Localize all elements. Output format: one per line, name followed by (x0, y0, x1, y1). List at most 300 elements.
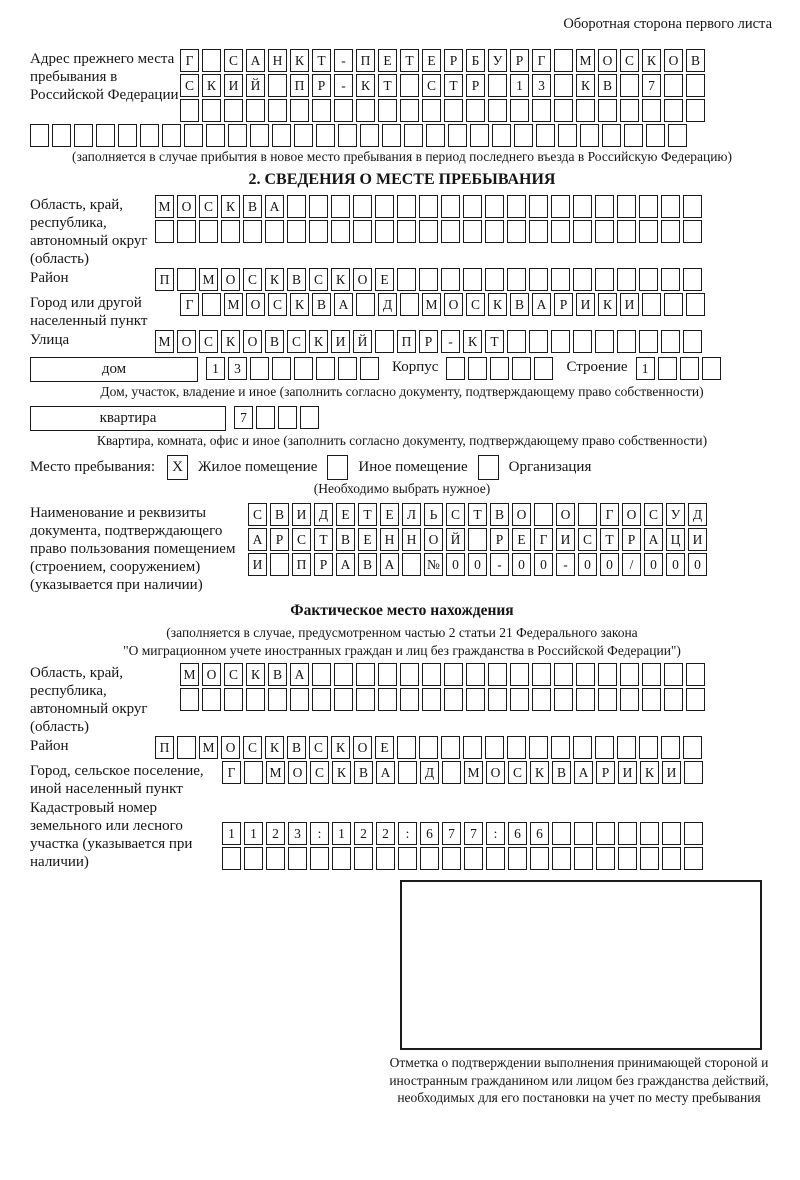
char-cell[interactable] (664, 99, 683, 122)
char-cell[interactable]: № (424, 553, 443, 576)
char-cell[interactable]: Н (402, 528, 421, 551)
char-cell[interactable] (640, 822, 659, 845)
prev-address-cells-row-2[interactable] (180, 74, 708, 97)
char-cell[interactable]: И (556, 528, 575, 551)
char-cell[interactable]: 0 (600, 553, 619, 576)
char-cell[interactable] (510, 688, 529, 711)
char-cell[interactable]: Р (490, 528, 509, 551)
char-cell[interactable] (488, 663, 507, 686)
char-cell[interactable] (661, 330, 680, 353)
char-cell[interactable] (356, 99, 375, 122)
char-cell[interactable]: С (578, 528, 597, 551)
char-cell[interactable] (466, 663, 485, 686)
char-cell[interactable] (360, 357, 379, 380)
char-cell[interactable] (426, 124, 445, 147)
char-cell[interactable]: Р (466, 74, 485, 97)
char-cell[interactable]: Т (312, 49, 331, 72)
char-cell[interactable] (444, 688, 463, 711)
char-cell[interactable] (265, 220, 284, 243)
char-cell[interactable] (256, 406, 275, 429)
char-cell[interactable] (486, 847, 505, 870)
char-cell[interactable]: И (248, 553, 267, 576)
char-cell[interactable] (244, 761, 263, 784)
char-cell[interactable]: В (265, 330, 284, 353)
char-cell[interactable] (266, 847, 285, 870)
char-cell[interactable] (448, 124, 467, 147)
char-cell[interactable] (463, 195, 482, 218)
char-cell[interactable] (507, 736, 526, 759)
char-cell[interactable]: Т (444, 74, 463, 97)
char-cell[interactable] (595, 220, 614, 243)
char-cell[interactable] (246, 688, 265, 711)
char-cell[interactable]: О (221, 736, 240, 759)
char-cell[interactable] (375, 195, 394, 218)
char-cell[interactable] (400, 688, 419, 711)
char-cell[interactable] (338, 357, 357, 380)
char-cell[interactable]: Е (375, 736, 394, 759)
char-cell[interactable]: / (622, 553, 641, 576)
char-cell[interactable]: В (243, 195, 262, 218)
char-cell[interactable] (573, 195, 592, 218)
char-cell[interactable] (294, 124, 313, 147)
char-cell[interactable]: 7 (442, 822, 461, 845)
char-cell[interactable] (376, 847, 395, 870)
char-cell[interactable] (573, 220, 592, 243)
char-cell[interactable]: А (532, 293, 551, 316)
char-cell[interactable] (446, 357, 465, 380)
char-cell[interactable] (639, 268, 658, 291)
char-cell[interactable] (140, 124, 159, 147)
char-cell[interactable] (331, 195, 350, 218)
char-cell[interactable]: К (246, 663, 265, 686)
char-cell[interactable]: А (644, 528, 663, 551)
char-cell[interactable] (353, 195, 372, 218)
char-cell[interactable] (466, 688, 485, 711)
char-cell[interactable] (466, 99, 485, 122)
char-cell[interactable]: К (221, 330, 240, 353)
char-cell[interactable] (595, 736, 614, 759)
char-cell[interactable] (617, 736, 636, 759)
char-cell[interactable]: К (290, 293, 309, 316)
char-cell[interactable]: В (312, 293, 331, 316)
char-cell[interactable] (422, 99, 441, 122)
char-cell[interactable] (595, 195, 614, 218)
char-cell[interactable]: Т (468, 503, 487, 526)
char-cell[interactable]: М (155, 330, 174, 353)
char-cell[interactable]: 0 (644, 553, 663, 576)
char-cell[interactable] (287, 220, 306, 243)
char-cell[interactable]: 6 (420, 822, 439, 845)
char-cell[interactable]: К (488, 293, 507, 316)
char-cell[interactable]: 6 (530, 822, 549, 845)
char-cell[interactable] (536, 124, 555, 147)
char-cell[interactable]: Й (446, 528, 465, 551)
char-cell[interactable] (334, 663, 353, 686)
char-cell[interactable]: П (155, 268, 174, 291)
char-cell[interactable] (554, 663, 573, 686)
char-cell[interactable] (338, 124, 357, 147)
char-cell[interactable]: А (334, 293, 353, 316)
char-cell[interactable] (378, 688, 397, 711)
char-cell[interactable] (419, 736, 438, 759)
char-cell[interactable] (551, 220, 570, 243)
char-cell[interactable]: - (556, 553, 575, 576)
char-cell[interactable] (510, 663, 529, 686)
char-cell[interactable]: О (243, 330, 262, 353)
apartment-cells[interactable] (234, 406, 322, 429)
char-cell[interactable]: П (397, 330, 416, 353)
char-cell[interactable] (398, 761, 417, 784)
char-cell[interactable] (485, 268, 504, 291)
char-cell[interactable]: Т (358, 503, 377, 526)
char-cell[interactable]: Д (378, 293, 397, 316)
char-cell[interactable]: А (380, 553, 399, 576)
char-cell[interactable] (463, 268, 482, 291)
char-cell[interactable] (617, 330, 636, 353)
char-cell[interactable] (686, 663, 705, 686)
char-cell[interactable] (400, 99, 419, 122)
char-cell[interactable]: Д (420, 761, 439, 784)
char-cell[interactable] (278, 406, 297, 429)
char-cell[interactable]: Ц (666, 528, 685, 551)
char-cell[interactable] (664, 688, 683, 711)
char-cell[interactable]: К (463, 330, 482, 353)
char-cell[interactable] (441, 736, 460, 759)
char-cell[interactable]: П (292, 553, 311, 576)
char-cell[interactable]: Н (380, 528, 399, 551)
char-cell[interactable]: С (466, 293, 485, 316)
char-cell[interactable]: И (618, 761, 637, 784)
char-cell[interactable]: В (598, 74, 617, 97)
char-cell[interactable]: А (574, 761, 593, 784)
char-cell[interactable]: О (221, 268, 240, 291)
char-cell[interactable] (598, 99, 617, 122)
char-cell[interactable]: К (265, 268, 284, 291)
char-cell[interactable] (554, 99, 573, 122)
char-cell[interactable]: Б (466, 49, 485, 72)
char-cell[interactable]: О (598, 49, 617, 72)
char-cell[interactable]: О (486, 761, 505, 784)
char-cell[interactable] (268, 99, 287, 122)
cadastral-cells-row-2[interactable] (222, 847, 706, 870)
char-cell[interactable]: 3 (228, 357, 247, 380)
char-cell[interactable]: С (309, 736, 328, 759)
char-cell[interactable]: М (464, 761, 483, 784)
char-cell[interactable] (573, 268, 592, 291)
char-cell[interactable] (684, 822, 703, 845)
char-cell[interactable]: 0 (534, 553, 553, 576)
char-cell[interactable] (488, 688, 507, 711)
char-cell[interactable]: В (270, 503, 289, 526)
stay-type-checkbox-other-premises[interactable] (327, 455, 348, 480)
char-cell[interactable] (639, 195, 658, 218)
char-cell[interactable]: М (224, 293, 243, 316)
char-cell[interactable]: О (177, 330, 196, 353)
char-cell[interactable]: О (556, 503, 575, 526)
char-cell[interactable]: К (642, 49, 661, 72)
char-cell[interactable] (382, 124, 401, 147)
char-cell[interactable] (598, 663, 617, 686)
char-cell[interactable]: : (486, 822, 505, 845)
char-cell[interactable]: М (155, 195, 174, 218)
char-cell[interactable]: Т (400, 49, 419, 72)
char-cell[interactable] (402, 553, 421, 576)
char-cell[interactable] (419, 268, 438, 291)
char-cell[interactable]: Р (510, 49, 529, 72)
char-cell[interactable] (683, 195, 702, 218)
char-cell[interactable] (463, 736, 482, 759)
char-cell[interactable] (576, 99, 595, 122)
char-cell[interactable]: - (490, 553, 509, 576)
char-cell[interactable] (442, 761, 461, 784)
char-cell[interactable]: А (265, 195, 284, 218)
char-cell[interactable] (294, 357, 313, 380)
char-cell[interactable] (574, 847, 593, 870)
char-cell[interactable]: К (202, 74, 221, 97)
char-cell[interactable] (684, 847, 703, 870)
char-cell[interactable] (442, 847, 461, 870)
actual-region-cells-row-2[interactable] (180, 688, 708, 711)
char-cell[interactable]: К (265, 736, 284, 759)
char-cell[interactable] (316, 124, 335, 147)
char-cell[interactable] (664, 74, 683, 97)
char-cell[interactable] (485, 736, 504, 759)
char-cell[interactable]: С (248, 503, 267, 526)
char-cell[interactable] (162, 124, 181, 147)
char-cell[interactable] (683, 268, 702, 291)
char-cell[interactable] (490, 357, 509, 380)
char-cell[interactable]: С (180, 74, 199, 97)
char-cell[interactable] (596, 847, 615, 870)
char-cell[interactable] (639, 220, 658, 243)
char-cell[interactable]: 0 (468, 553, 487, 576)
char-cell[interactable] (184, 124, 203, 147)
char-cell[interactable] (683, 736, 702, 759)
char-cell[interactable] (529, 195, 548, 218)
char-cell[interactable] (512, 357, 531, 380)
char-cell[interactable] (595, 268, 614, 291)
char-cell[interactable] (668, 124, 687, 147)
char-cell[interactable]: В (354, 761, 373, 784)
char-cell[interactable]: М (576, 49, 595, 72)
char-cell[interactable] (202, 293, 221, 316)
char-cell[interactable]: М (180, 663, 199, 686)
char-cell[interactable] (551, 736, 570, 759)
char-cell[interactable]: О (177, 195, 196, 218)
char-cell[interactable] (642, 663, 661, 686)
char-cell[interactable] (554, 74, 573, 97)
char-cell[interactable]: 1 (222, 822, 241, 845)
char-cell[interactable]: Г (600, 503, 619, 526)
char-cell[interactable]: А (336, 553, 355, 576)
char-cell[interactable] (534, 503, 553, 526)
char-cell[interactable] (702, 357, 721, 380)
char-cell[interactable] (30, 124, 49, 147)
char-cell[interactable]: 6 (508, 822, 527, 845)
char-cell[interactable]: : (398, 822, 417, 845)
char-cell[interactable] (420, 847, 439, 870)
char-cell[interactable] (686, 293, 705, 316)
char-cell[interactable] (598, 688, 617, 711)
char-cell[interactable] (576, 663, 595, 686)
char-cell[interactable] (534, 357, 553, 380)
char-cell[interactable] (620, 688, 639, 711)
char-cell[interactable] (529, 736, 548, 759)
char-cell[interactable] (574, 822, 593, 845)
actual-region-cells-row-1[interactable] (180, 663, 708, 686)
char-cell[interactable] (224, 688, 243, 711)
char-cell[interactable]: А (376, 761, 395, 784)
char-cell[interactable] (662, 822, 681, 845)
char-cell[interactable]: С (644, 503, 663, 526)
char-cell[interactable] (300, 406, 319, 429)
char-cell[interactable] (485, 195, 504, 218)
char-cell[interactable] (332, 847, 351, 870)
char-cell[interactable]: С (309, 268, 328, 291)
actual-city-cells[interactable] (222, 761, 706, 784)
char-cell[interactable]: У (488, 49, 507, 72)
char-cell[interactable] (532, 99, 551, 122)
char-cell[interactable]: О (288, 761, 307, 784)
char-cell[interactable] (640, 847, 659, 870)
char-cell[interactable] (312, 663, 331, 686)
char-cell[interactable]: О (424, 528, 443, 551)
street-cells[interactable] (155, 330, 705, 353)
char-cell[interactable] (661, 268, 680, 291)
char-cell[interactable]: С (199, 330, 218, 353)
char-cell[interactable] (422, 688, 441, 711)
char-cell[interactable]: Д (314, 503, 333, 526)
char-cell[interactable] (334, 688, 353, 711)
char-cell[interactable] (639, 330, 658, 353)
korpus-cells[interactable] (446, 357, 556, 380)
char-cell[interactable] (419, 220, 438, 243)
char-cell[interactable] (419, 195, 438, 218)
char-cell[interactable]: С (224, 49, 243, 72)
char-cell[interactable] (334, 99, 353, 122)
char-cell[interactable] (74, 124, 93, 147)
char-cell[interactable]: 0 (578, 553, 597, 576)
char-cell[interactable]: Е (512, 528, 531, 551)
char-cell[interactable] (400, 74, 419, 97)
char-cell[interactable]: А (290, 663, 309, 686)
char-cell[interactable] (356, 688, 375, 711)
char-cell[interactable] (658, 357, 677, 380)
char-cell[interactable]: К (290, 49, 309, 72)
char-cell[interactable] (177, 736, 196, 759)
char-cell[interactable]: С (199, 195, 218, 218)
district-cells[interactable] (155, 268, 705, 291)
char-cell[interactable] (684, 761, 703, 784)
char-cell[interactable] (617, 220, 636, 243)
char-cell[interactable] (397, 195, 416, 218)
char-cell[interactable]: Г (532, 49, 551, 72)
char-cell[interactable] (686, 688, 705, 711)
char-cell[interactable] (312, 688, 331, 711)
char-cell[interactable]: К (331, 736, 350, 759)
char-cell[interactable] (202, 49, 221, 72)
char-cell[interactable] (468, 528, 487, 551)
char-cell[interactable]: О (353, 736, 372, 759)
char-cell[interactable] (202, 99, 221, 122)
stay-type-checkbox-organization[interactable] (478, 455, 499, 480)
char-cell[interactable] (661, 220, 680, 243)
char-cell[interactable]: 0 (446, 553, 465, 576)
char-cell[interactable] (316, 357, 335, 380)
char-cell[interactable] (464, 847, 483, 870)
char-cell[interactable]: Р (622, 528, 641, 551)
char-cell[interactable]: А (246, 49, 265, 72)
char-cell[interactable]: К (640, 761, 659, 784)
char-cell[interactable] (661, 736, 680, 759)
char-cell[interactable] (510, 99, 529, 122)
char-cell[interactable]: Р (554, 293, 573, 316)
stroenie-cells[interactable] (636, 357, 724, 380)
char-cell[interactable]: Е (336, 503, 355, 526)
char-cell[interactable] (661, 195, 680, 218)
char-cell[interactable] (573, 736, 592, 759)
char-cell[interactable] (602, 124, 621, 147)
char-cell[interactable]: Г (222, 761, 241, 784)
char-cell[interactable] (397, 220, 416, 243)
char-cell[interactable]: Ь (424, 503, 443, 526)
char-cell[interactable]: П (290, 74, 309, 97)
char-cell[interactable] (287, 195, 306, 218)
char-cell[interactable]: И (224, 74, 243, 97)
char-cell[interactable]: П (356, 49, 375, 72)
char-cell[interactable] (664, 663, 683, 686)
char-cell[interactable] (507, 220, 526, 243)
char-cell[interactable]: И (292, 503, 311, 526)
char-cell[interactable]: В (336, 528, 355, 551)
char-cell[interactable]: О (664, 49, 683, 72)
char-cell[interactable] (310, 847, 329, 870)
char-cell[interactable]: 7 (464, 822, 483, 845)
char-cell[interactable] (199, 220, 218, 243)
char-cell[interactable] (558, 124, 577, 147)
char-cell[interactable]: Р (444, 49, 463, 72)
char-cell[interactable] (686, 74, 705, 97)
char-cell[interactable]: 2 (354, 822, 373, 845)
char-cell[interactable] (468, 357, 487, 380)
prev-address-cells-row-3[interactable] (180, 99, 708, 122)
char-cell[interactable]: Р (596, 761, 615, 784)
char-cell[interactable] (378, 99, 397, 122)
house-cells[interactable] (206, 357, 382, 380)
char-cell[interactable]: 1 (636, 357, 655, 380)
actual-district-cells[interactable] (155, 736, 705, 759)
char-cell[interactable] (551, 195, 570, 218)
char-cell[interactable]: К (356, 74, 375, 97)
char-cell[interactable]: И (688, 528, 707, 551)
char-cell[interactable] (551, 330, 570, 353)
char-cell[interactable]: Й (353, 330, 372, 353)
char-cell[interactable]: Р (314, 553, 333, 576)
char-cell[interactable] (397, 268, 416, 291)
char-cell[interactable] (250, 357, 269, 380)
char-cell[interactable] (250, 124, 269, 147)
region-cells-row-1[interactable] (155, 195, 705, 218)
char-cell[interactable] (375, 220, 394, 243)
char-cell[interactable]: Т (600, 528, 619, 551)
char-cell[interactable] (576, 688, 595, 711)
char-cell[interactable]: 1 (206, 357, 225, 380)
char-cell[interactable]: Й (246, 74, 265, 97)
char-cell[interactable]: В (552, 761, 571, 784)
char-cell[interactable] (618, 847, 637, 870)
char-cell[interactable] (529, 330, 548, 353)
char-cell[interactable] (356, 663, 375, 686)
